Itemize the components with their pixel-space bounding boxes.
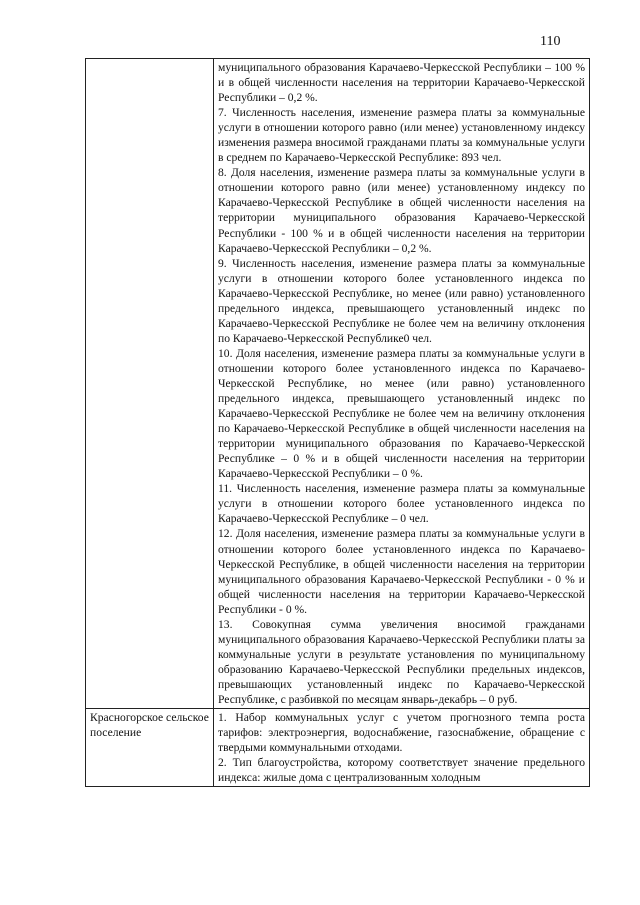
paragraph: 10. Доля населения, изменение размера платы за коммунальные услуги в отношении которого более установленного индекса по Карачаево-Черкесской Республике, но менее (или равно) установленного предельного индекса, превышающего установленный индекс по Карачаево-Черкесской Республике не более чем на величину отклонения по Карачаево-Черкесской Республике в общей численности населения на территории муниципального образования по Карачаево-Черкесской Республике – 0 % и в общей численности населения на территории Карачаево-Черкесской Республики – 0 %. [218, 346, 585, 481]
paragraph: 7. Численность населения, изменение размера платы за коммунальные услуги в отношении которого равно (или менее) установленному индексу изменения размера вносимой гражданами платы за коммунальные услуги в среднем по Карачаево-Черкесской Республике: 893 чел. [218, 106, 585, 165]
table-row [86, 709, 590, 787]
paragraph: 2. Тип благоустройства, которому соответствует значение предельного индекса: жилые дома с централизованным холодным [218, 756, 585, 785]
municipal-indices-table [85, 58, 590, 787]
municipality-cell [86, 59, 214, 709]
indicators-cell [214, 59, 590, 709]
paragraph: 9. Численность населения, изменение размера платы за коммунальные услуги в отношении которого более установленного индекса по Карачаево-Черкесской Республике, но менее (или равно) установленного предельного индекса, превышающего установленный индекс по Карачаево-Черкесской Республике не более чем на величину отклонения по Карачаево-Черкесской Республике0 чел. [218, 256, 585, 345]
paragraph: 13. Совокупная сумма увеличения вносимой гражданами муниципального образования Карачаево-Черкесской Республики платы за коммунальные услуги в результате установления по муниципальному образованию Карачаево-Черкесской Республики предельных индексов, превышающих установленный индекс по Карачаево-Черкесской Республике, с разбивкой по месяцам январь-декабрь – 0 руб. [218, 617, 585, 706]
indicators-cell [214, 709, 590, 787]
paragraph: 1. Набор коммунальных услуг с учетом прогнозного темпа роста тарифов: электроэнергия, водоснабжение, газоснабжение, обращение с твердыми коммунальными отходами. [218, 711, 585, 755]
paragraph: 8. Доля населения, изменение размера платы за коммунальные услуги в отношении которого равно (или менее) установленному индексу по Карачаево-Черкесской Республике в общей численности населения на территории муниципального образования Карачаево-Черкесской Республики - 100 % и в общей численности населения на территории Карачаево-Черкесской Республики – 0,2 %. [218, 166, 585, 255]
paragraph: 12. Доля населения, изменение размера платы за коммунальные услуги в отношении которого более установленного индекса по Карачаево-Черкесской Республике, в общей численности населения на территории муниципального образования Карачаево-Черкесской Республики - 0 % и общей численности населения на территории Карачаево-Черкесской Республики - 0 %. [218, 527, 585, 616]
paragraph: 11. Численность населения, изменение размера платы за коммунальные услуги в отношении которого более установленного индекса по Карачаево-Черкесской Республике – 0 чел. [218, 482, 585, 526]
table-row [86, 59, 590, 709]
municipality-cell: Красногорское сельское поселение [86, 709, 214, 787]
paragraph: муниципального образования Карачаево-Черкесской Республики – 100 % и в общей численности населения на территории Карачаево-Черкесской Республики – 0,2 %. [218, 61, 585, 105]
page-number: 110 [540, 34, 561, 49]
